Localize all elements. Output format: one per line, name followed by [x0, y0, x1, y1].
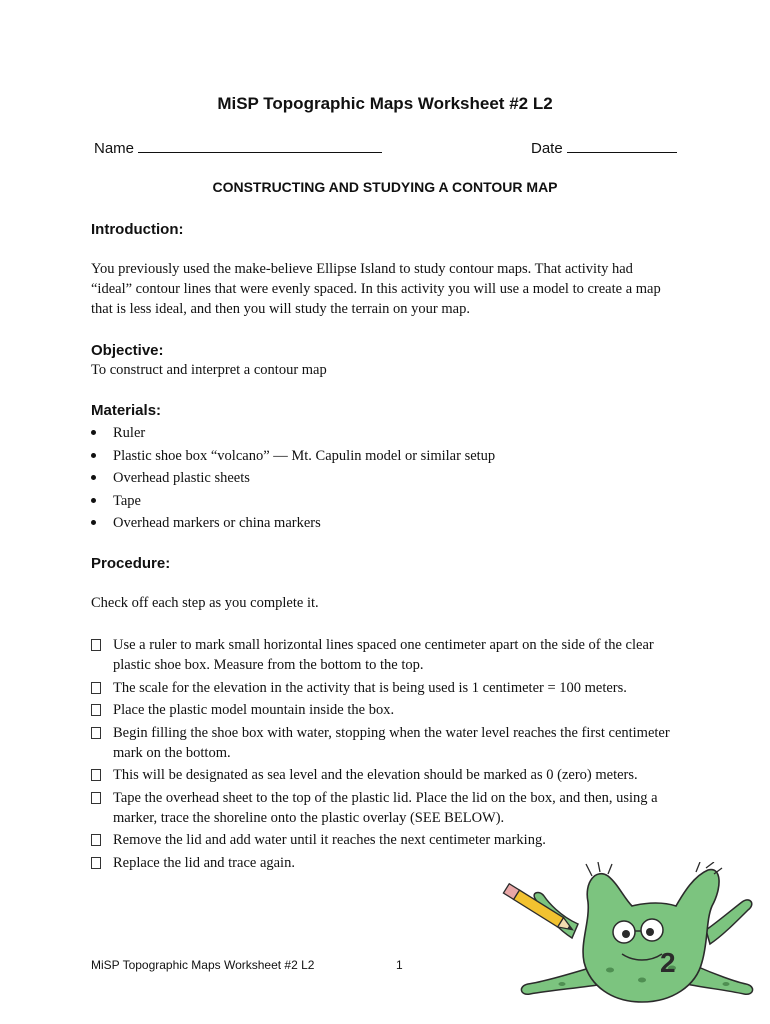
materials-heading: Materials: — [91, 402, 162, 419]
bullet-icon — [91, 498, 96, 503]
introduction-heading: Introduction: — [91, 221, 184, 238]
procedure-step — [91, 678, 681, 698]
checkbox-icon[interactable] — [91, 704, 101, 716]
section-subtitle: CONSTRUCTING AND STUDYING A CONTOUR MAP — [212, 179, 558, 195]
procedure-step — [91, 635, 681, 675]
procedure-step — [91, 723, 681, 763]
bullet-icon — [91, 430, 96, 435]
list-item — [91, 446, 495, 469]
objective-heading: Objective: — [91, 342, 164, 359]
footer-title: MiSP Topographic Maps Worksheet #2 L2 — [91, 958, 315, 972]
checkbox-icon[interactable] — [91, 769, 101, 781]
checkbox-icon[interactable] — [91, 857, 101, 869]
checkbox-icon[interactable] — [91, 834, 101, 846]
objective-text: To construct and interpret a contour map — [91, 362, 327, 378]
name-field — [94, 138, 382, 157]
step-line: Begin filling the shoe box with water, stopping when the water level reaches the first centimeter — [113, 724, 670, 741]
step-line: Replace the lid and trace again. — [113, 854, 295, 871]
procedure-step — [91, 830, 681, 850]
bullet-icon — [91, 453, 96, 458]
introduction-line: You previously used the make-believe Ellipse Island to study contour maps. That activity had — [91, 261, 633, 277]
list-item-text: Ruler — [113, 425, 146, 441]
procedure-instruction: Check off each step as you complete it. — [91, 595, 319, 611]
procedure-step — [91, 700, 681, 720]
step-line: marker, trace the shoreline onto the plastic overlay (SEE BELOW). — [113, 809, 505, 826]
date-blank — [567, 138, 677, 153]
procedure-step — [91, 765, 681, 785]
bullet-icon — [91, 520, 96, 525]
list-item-text: Overhead plastic sheets — [113, 470, 250, 486]
checkbox-icon[interactable] — [91, 639, 101, 651]
date-label: Date — [531, 140, 563, 157]
step-line: Place the plastic model mountain inside the box. — [113, 702, 395, 718]
materials-list — [91, 423, 495, 536]
list-item-text: Plastic shoe box “volcano” — Mt. Capulin model or similar setup — [113, 447, 496, 464]
page-number: 1 — [396, 958, 403, 972]
list-item-text: Tape — [113, 492, 141, 509]
checkbox-icon[interactable] — [91, 682, 101, 694]
list-item — [91, 423, 495, 446]
list-item — [91, 513, 495, 536]
introduction-line: that is less ideal, and then you will study the terrain on your map. — [91, 301, 470, 317]
step-line: The scale for the elevation in the activity that is being used is 1 centimeter = 100 meters. — [113, 679, 627, 696]
list-item-text: Overhead markers or china markers — [113, 515, 321, 531]
list-item — [91, 468, 495, 491]
procedure-step — [91, 788, 681, 828]
step-line: This will be designated as sea level and the elevation should be marked as 0 (zero) meters. — [113, 767, 638, 783]
checkbox-icon[interactable] — [91, 727, 101, 739]
date-field — [531, 138, 677, 157]
step-line: Tape the overhead sheet to the top of the plastic lid. Place the lid on the box, and then, using a — [113, 789, 658, 806]
frog-mascot-icon — [500, 862, 762, 1020]
name-label: Name — [94, 140, 135, 157]
introduction-text — [91, 259, 681, 319]
checkbox-icon[interactable] — [91, 792, 101, 804]
page-title: MiSP Topographic Maps Worksheet #2 L2 — [217, 94, 553, 113]
introduction-line: “ideal” contour lines that were evenly spaced. In this activity you will use a model to create a map — [91, 281, 661, 297]
step-line: mark on the bottom. — [113, 744, 231, 761]
step-line: Use a ruler to mark small horizontal lines spaced one centimeter apart on the side of the clear — [113, 637, 654, 653]
mascot-number: 2 — [660, 947, 676, 978]
bullet-icon — [91, 475, 96, 480]
list-item — [91, 491, 495, 514]
step-line: plastic shoe box. Measure from the bottom to the top. — [113, 657, 424, 673]
procedure-heading: Procedure: — [91, 555, 171, 572]
procedure-steps — [91, 635, 681, 875]
step-line: Remove the lid and add water until it reaches the next centimeter marking. — [113, 832, 546, 848]
name-blank — [138, 138, 382, 153]
